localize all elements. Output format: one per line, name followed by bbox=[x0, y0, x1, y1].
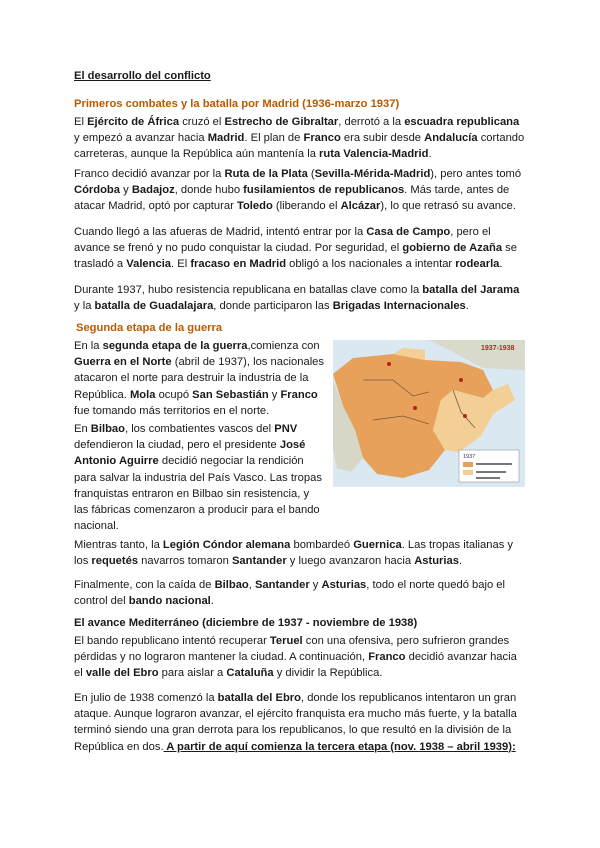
text-run: rodearla bbox=[455, 258, 500, 271]
text-run: fusilamientos de republicanos bbox=[243, 184, 405, 197]
page-title: El desarrollo del conflicto bbox=[74, 70, 211, 82]
text-run: y la bbox=[74, 300, 95, 313]
text-run: , donde hubo bbox=[174, 184, 244, 197]
text-run: A partir de aquí comienza la tercera etapa (nov. 1938 – abril 1939): bbox=[163, 740, 516, 753]
text-run: decidió avanzar hacia el bbox=[74, 651, 517, 680]
text-run: San Sebastián bbox=[192, 388, 269, 401]
text-run: Ruta de la Plata bbox=[224, 168, 308, 180]
text-run: Santander bbox=[254, 579, 310, 591]
text-run: . El bbox=[171, 258, 191, 271]
paragraph-jarama bbox=[74, 282, 526, 314]
text-run: Mola bbox=[129, 388, 156, 401]
text-run: El bbox=[74, 116, 88, 128]
text-run: gobierno de Azaña bbox=[402, 242, 503, 255]
text-run: defendieron la ciudad, pero el presidente bbox=[74, 439, 280, 452]
text-run: (abril de 1937), los nacionales atacaron el norte para destruir la industria de la República. bbox=[74, 356, 324, 401]
text-run: para aislar a bbox=[158, 667, 227, 680]
text-run: Teruel bbox=[269, 635, 303, 647]
text-run: y bbox=[120, 184, 132, 197]
paragraph-batalla-ebro bbox=[74, 690, 526, 755]
text-run: batalla del Ebro bbox=[217, 692, 301, 704]
paragraph-ruta-plata bbox=[74, 166, 526, 215]
text-run: Durante 1937, hubo resistencia republicana en batallas clave como la bbox=[74, 284, 423, 296]
text-run: , derrotó a la bbox=[338, 116, 405, 128]
text-run: Toledo bbox=[236, 200, 273, 213]
text-run: , donde los republicanos intentaron un gran ataque. Aunque lograron avanzar, el ejército franquista era mucho más fuerte, y la batalla terminó siendo una gran derrota para los republicanos, lo que resultó en la división de la República en dos. bbox=[74, 692, 517, 753]
text-run: . Las tropas italianas y los bbox=[74, 539, 513, 568]
text-run: Sevilla-Mérida-Madrid bbox=[314, 168, 431, 180]
text-run: Guerra en el Norte bbox=[74, 356, 172, 369]
text-run: , los combatientes vascos del bbox=[124, 423, 275, 435]
text-run: batalla de Guadalajara bbox=[94, 300, 214, 313]
text-run: cruzó el bbox=[179, 116, 225, 128]
text-run: obligó a los nacionales a intentar bbox=[286, 258, 456, 271]
text-run: ocupó bbox=[155, 388, 193, 401]
section-heading-mediterraneo: El avance Mediterráneo (diciembre de 1937 - noviembre de 1938) bbox=[74, 617, 418, 629]
text-run: ,comienza con bbox=[247, 340, 320, 352]
text-run: . Más tarde, antes de atacar Madrid, optó por capturar bbox=[74, 184, 510, 213]
section-heading-segunda-etapa: Segunda etapa de la guerra bbox=[76, 322, 223, 334]
text-run: ruta Valencia-Madrid bbox=[319, 148, 429, 161]
text-run: (liberando el bbox=[272, 200, 341, 213]
paragraph-casa-campo bbox=[74, 224, 526, 273]
paragraph-teruel bbox=[74, 633, 526, 682]
text-run: Asturias bbox=[321, 579, 367, 591]
paragraph-bilbao bbox=[74, 421, 324, 534]
text-run: fue tomando más territorios en el norte. bbox=[74, 404, 270, 417]
text-run: navarros tomaron bbox=[138, 555, 232, 568]
paragraph-ejercito-africa bbox=[74, 114, 526, 163]
text-run: . bbox=[458, 555, 463, 568]
text-run: , todo el norte quedó bajo el control del bbox=[74, 579, 505, 608]
text-run: bombardeó bbox=[290, 539, 354, 551]
text-run: PNV bbox=[274, 423, 298, 435]
text-run: batalla del Jarama bbox=[422, 284, 520, 296]
section-heading-madrid: Primeros combates y la batalla por Madrid (1936-marzo 1937) bbox=[74, 98, 400, 110]
map-legend-swatch-nacional bbox=[463, 462, 473, 467]
text-run: Ejército de África bbox=[87, 116, 180, 128]
text-run: . bbox=[499, 258, 503, 271]
text-run: Franco decidió avanzar por la bbox=[74, 168, 225, 180]
text-run: Alcázar bbox=[340, 200, 381, 213]
text-run: Guernica bbox=[353, 539, 402, 551]
text-run: y dividir la República. bbox=[273, 667, 383, 680]
text-run: y bbox=[309, 579, 322, 591]
text-run: y luego avanzaron hacia bbox=[286, 555, 415, 568]
text-run: Franco bbox=[280, 388, 318, 401]
text-run: Madrid bbox=[207, 132, 245, 145]
text-run: fracaso en Madrid bbox=[190, 258, 287, 271]
text-run: segunda etapa de la guerra bbox=[102, 340, 248, 352]
text-run: ), pero antes tomó bbox=[430, 168, 522, 180]
map-legend-top-years: 1937-1938 bbox=[481, 345, 515, 352]
text-run: . bbox=[210, 595, 214, 608]
paragraph-legion-condor bbox=[74, 537, 526, 569]
text-run: se trasladó a bbox=[74, 242, 517, 271]
text-run: Legión Cóndor alemana bbox=[162, 539, 291, 551]
text-run: Cuando llegó a las afueras de Madrid, intentó entrar por la bbox=[74, 226, 367, 238]
text-run: cortando carreteras, aunque la República aún mantenía la bbox=[74, 132, 525, 161]
text-run: . El plan de bbox=[244, 132, 304, 145]
text-run: y empezó a avanzar hacia bbox=[74, 132, 208, 145]
text-run: En la bbox=[74, 340, 103, 352]
text-run: Brigadas Internacionales bbox=[332, 300, 466, 313]
text-run: . bbox=[428, 148, 432, 161]
text-run: , bbox=[248, 579, 255, 591]
civil-war-map-image bbox=[333, 340, 525, 487]
text-run: , pero el avance se frenó y no pudo conquistar la ciudad. Por seguridad, el bbox=[74, 226, 491, 255]
text-run: Casa de Campo bbox=[366, 226, 451, 238]
text-run: ( bbox=[307, 168, 315, 180]
text-run: En bbox=[74, 423, 91, 435]
paragraph-caida-norte bbox=[74, 577, 526, 609]
text-run: . bbox=[465, 300, 469, 313]
text-run: bando nacional bbox=[128, 595, 211, 608]
paragraph-guerra-norte bbox=[74, 338, 324, 419]
text-run: Estrecho de Gibraltar bbox=[224, 116, 339, 128]
text-run: , donde participaron las bbox=[213, 300, 333, 313]
text-run: con una ofensiva, pero sufrieron grandes pérdidas y no lograron mantener la ciudad. A continuación, bbox=[74, 635, 510, 664]
text-run: Santander bbox=[231, 555, 287, 568]
map-legend-box-title: 1937 bbox=[463, 454, 476, 460]
text-run: Finalmente, con la caída de bbox=[74, 579, 215, 591]
text-run: Mientras tanto, la bbox=[74, 539, 163, 551]
text-run: escuadra republicana bbox=[404, 116, 520, 128]
text-run: Asturias bbox=[414, 555, 459, 568]
text-run: decidió negociar la rendición para salvar la industria del País Vasco. Las tropas franquistas entraron en Bilbao sin resistencia, y las fábricas comenzaron a producir para el bando nacional. bbox=[74, 455, 322, 533]
text-run: José Antonio Aguirre bbox=[74, 439, 306, 468]
text-run: Franco bbox=[303, 132, 341, 145]
text-run: El bando republicano intentó recuperar bbox=[74, 635, 270, 647]
text-run: En julio de 1938 comenzó la bbox=[74, 692, 218, 704]
text-run: Bilbao bbox=[214, 579, 249, 591]
text-run: Badajoz bbox=[131, 184, 175, 197]
text-run: ), lo que retrasó su avance. bbox=[380, 200, 516, 213]
text-run: y bbox=[268, 388, 281, 401]
text-run: Valencia bbox=[126, 258, 172, 271]
text-run: Andalucía bbox=[424, 132, 478, 145]
text-run: requetés bbox=[91, 555, 139, 568]
text-run: valle del Ebro bbox=[85, 667, 159, 680]
text-run: Cataluña bbox=[226, 667, 274, 680]
text-run: era subir desde bbox=[340, 132, 425, 145]
map-legend-swatch-republicana bbox=[463, 470, 473, 475]
text-run: Córdoba bbox=[74, 184, 120, 197]
text-run: Bilbao bbox=[90, 423, 125, 435]
text-run: Franco bbox=[368, 651, 406, 664]
